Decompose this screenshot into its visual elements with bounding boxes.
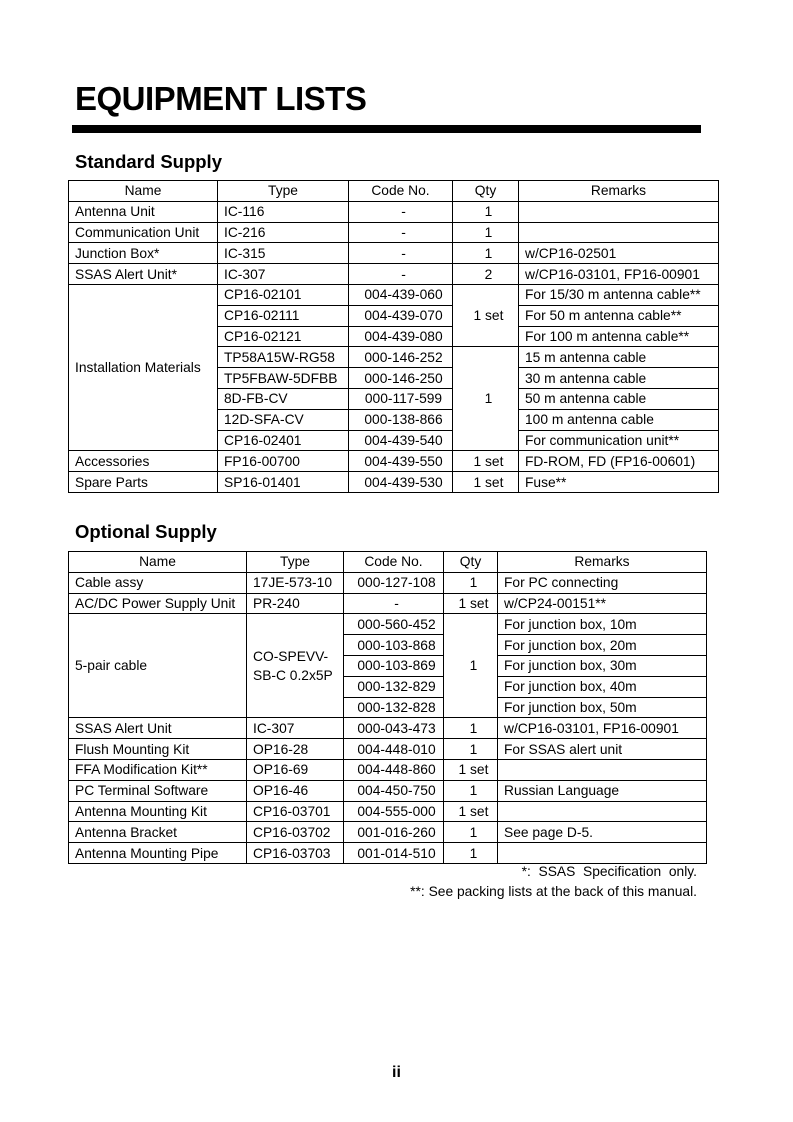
cell-code: 004-439-070 <box>349 305 453 326</box>
cell-remarks: 100 m antenna cable <box>519 409 719 430</box>
table-row <box>69 843 707 864</box>
cell-type: IC-315 <box>218 243 349 264</box>
cell-code: 004-439-530 <box>349 472 453 493</box>
table-row <box>69 472 719 493</box>
cell-code: 004-450-750 <box>344 780 444 801</box>
cell-remarks: w/CP16-03101, FP16-00901 <box>498 718 707 739</box>
cell-remarks: For junction box, 30m <box>498 655 707 676</box>
cell-type: IC-116 <box>218 201 349 222</box>
table-row <box>69 718 707 739</box>
header-qty: Qty <box>444 552 498 573</box>
cell-name: SSAS Alert Unit <box>69 718 247 739</box>
header-type: Type <box>247 552 344 573</box>
table-row <box>69 614 707 635</box>
table-row <box>69 201 719 222</box>
cell-name: Cable assy <box>69 572 247 593</box>
cell-type: SP16-01401 <box>218 472 349 493</box>
cell-name: 5-pair cable <box>69 614 247 718</box>
cell-type: IC-307 <box>218 264 349 285</box>
table-row <box>69 759 707 780</box>
cell-remarks: For communication unit** <box>519 430 719 451</box>
cell-name: Accessories <box>69 451 218 472</box>
standard-supply-title: Standard Supply <box>75 151 222 172</box>
cell-qty: 1 <box>453 222 519 243</box>
cell-code: 000-132-828 <box>344 697 444 718</box>
table-row <box>69 284 719 305</box>
cell-code: 000-117-599 <box>349 388 453 409</box>
cell-qty: 1 set <box>444 759 498 780</box>
cell-qty: 1 set <box>444 593 498 614</box>
cell-type: CP16-02111 <box>218 305 349 326</box>
cell-qty: 1 <box>444 614 498 718</box>
cell-remarks: Fuse** <box>519 472 719 493</box>
cell-type <box>247 614 344 718</box>
cell-type: CP16-03702 <box>247 822 344 843</box>
cell-type: 8D-FB-CV <box>218 388 349 409</box>
cell-qty: 1 <box>444 822 498 843</box>
cell-code: 000-146-252 <box>349 347 453 368</box>
cell-type: 17JE-573-10 <box>247 572 344 593</box>
header-qty: Qty <box>453 181 519 202</box>
cell-type: TP58A15W-RG58 <box>218 347 349 368</box>
cell-qty: 1 <box>453 347 519 451</box>
cell-remarks: 30 m antenna cable <box>519 368 719 389</box>
table-row <box>69 572 707 593</box>
cell-name: Antenna Bracket <box>69 822 247 843</box>
cell-name: Antenna Mounting Pipe <box>69 843 247 864</box>
cell-type: IC-216 <box>218 222 349 243</box>
cell-type: CP16-03703 <box>247 843 344 864</box>
cell-remarks <box>519 201 719 222</box>
cell-qty: 1 <box>444 843 498 864</box>
cell-code: - <box>349 201 453 222</box>
table-row <box>69 243 719 264</box>
cell-code: - <box>349 264 453 285</box>
cell-qty: 1 set <box>444 801 498 822</box>
header-remarks: Remarks <box>498 552 707 573</box>
cell-code: 004-448-860 <box>344 759 444 780</box>
cell-code: - <box>344 593 444 614</box>
cell-remarks: For junction box, 40m <box>498 676 707 697</box>
header-code: Code No. <box>349 181 453 202</box>
table-row <box>69 593 707 614</box>
cell-name: PC Terminal Software <box>69 780 247 801</box>
cell-qty: 1 <box>444 572 498 593</box>
cell-type: CP16-02101 <box>218 284 349 305</box>
cell-remarks: For junction box, 10m <box>498 614 707 635</box>
cell-name: Antenna Mounting Kit <box>69 801 247 822</box>
cell-code: - <box>349 222 453 243</box>
optional-supply-title: Optional Supply <box>75 521 217 542</box>
header-type: Type <box>218 181 349 202</box>
cell-qty: 1 <box>444 780 498 801</box>
table-row <box>69 739 707 760</box>
title-rule <box>72 125 701 133</box>
cell-type: IC-307 <box>247 718 344 739</box>
cell-remarks: 50 m antenna cable <box>519 388 719 409</box>
cell-qty: 1 set <box>453 472 519 493</box>
cell-remarks: Russian Language <box>498 780 707 801</box>
cell-code: - <box>349 243 453 264</box>
cell-remarks <box>498 801 707 822</box>
table-row <box>69 801 707 822</box>
table-header-row <box>69 181 719 202</box>
cell-code: 001-016-260 <box>344 822 444 843</box>
cell-code: 000-138-866 <box>349 409 453 430</box>
cell-name: Spare Parts <box>69 472 218 493</box>
cell-remarks: w/CP16-02501 <box>519 243 719 264</box>
footnote-packing-lists: **: See packing lists at the back of this manual. <box>410 884 697 899</box>
cell-code: 000-103-869 <box>344 655 444 676</box>
cell-code: 000-043-473 <box>344 718 444 739</box>
footnote-ssas: *: SSAS Specification only. <box>521 864 697 879</box>
cell-type: CP16-02401 <box>218 430 349 451</box>
cell-code: 004-439-060 <box>349 284 453 305</box>
cell-remarks: For SSAS alert unit <box>498 739 707 760</box>
header-code: Code No. <box>344 552 444 573</box>
cell-code: 004-439-540 <box>349 430 453 451</box>
cell-remarks: For 50 m antenna cable** <box>519 305 719 326</box>
cell-code: 004-439-550 <box>349 451 453 472</box>
cell-code: 000-103-868 <box>344 635 444 656</box>
table-header-row <box>69 552 707 573</box>
cell-remarks: For junction box, 50m <box>498 697 707 718</box>
cell-type: CP16-02121 <box>218 326 349 347</box>
cell-remarks: For PC connecting <box>498 572 707 593</box>
cell-code: 004-555-000 <box>344 801 444 822</box>
cell-qty: 1 <box>453 243 519 264</box>
page-title: EQUIPMENT LISTS <box>75 80 367 117</box>
cell-type-line: CO-SPEVV- <box>253 648 329 664</box>
cell-type: OP16-46 <box>247 780 344 801</box>
cell-remarks: For 100 m antenna cable** <box>519 326 719 347</box>
cell-qty: 1 set <box>453 451 519 472</box>
cell-qty: 2 <box>453 264 519 285</box>
cell-remarks: FD-ROM, FD (FP16-00601) <box>519 451 719 472</box>
cell-name: SSAS Alert Unit* <box>69 264 218 285</box>
cell-code: 000-146-250 <box>349 368 453 389</box>
cell-type: CP16-03701 <box>247 801 344 822</box>
table-row <box>69 222 719 243</box>
cell-code: 000-132-829 <box>344 676 444 697</box>
cell-remarks <box>498 843 707 864</box>
optional-supply-table <box>68 551 707 864</box>
cell-qty: 1 <box>444 718 498 739</box>
cell-type: FP16-00700 <box>218 451 349 472</box>
cell-type: 12D-SFA-CV <box>218 409 349 430</box>
cell-code: 000-560-452 <box>344 614 444 635</box>
cell-remarks: 15 m antenna cable <box>519 347 719 368</box>
standard-supply-table <box>68 180 719 493</box>
table-row <box>69 780 707 801</box>
cell-qty: 1 set <box>453 284 519 346</box>
cell-code: 004-439-080 <box>349 326 453 347</box>
cell-type: TP5FBAW-5DFBB <box>218 368 349 389</box>
cell-remarks: For 15/30 m antenna cable** <box>519 284 719 305</box>
header-name: Name <box>69 181 218 202</box>
cell-name: Installation Materials <box>69 284 218 450</box>
cell-name: Junction Box* <box>69 243 218 264</box>
cell-qty: 1 <box>444 739 498 760</box>
cell-name: Communication Unit <box>69 222 218 243</box>
cell-remarks: w/CP16-03101, FP16-00901 <box>519 264 719 285</box>
cell-remarks: See page D-5. <box>498 822 707 843</box>
cell-name: Flush Mounting Kit <box>69 739 247 760</box>
cell-name: FFA Modification Kit** <box>69 759 247 780</box>
cell-qty: 1 <box>453 201 519 222</box>
cell-remarks: w/CP24-00151** <box>498 593 707 614</box>
cell-code: 001-014-510 <box>344 843 444 864</box>
cell-name: AC/DC Power Supply Unit <box>69 593 247 614</box>
cell-remarks <box>498 759 707 780</box>
cell-type: OP16-69 <box>247 759 344 780</box>
cell-remarks: For junction box, 20m <box>498 635 707 656</box>
cell-name: Antenna Unit <box>69 201 218 222</box>
cell-remarks <box>519 222 719 243</box>
header-name: Name <box>69 552 247 573</box>
header-remarks: Remarks <box>519 181 719 202</box>
cell-code: 004-448-010 <box>344 739 444 760</box>
table-row <box>69 451 719 472</box>
table-row <box>69 264 719 285</box>
page-number: ii <box>392 1064 401 1081</box>
cell-type-line: SB-C 0.2x5P <box>253 667 333 683</box>
cell-code: 000-127-108 <box>344 572 444 593</box>
cell-type: PR-240 <box>247 593 344 614</box>
cell-type: OP16-28 <box>247 739 344 760</box>
table-row <box>69 822 707 843</box>
